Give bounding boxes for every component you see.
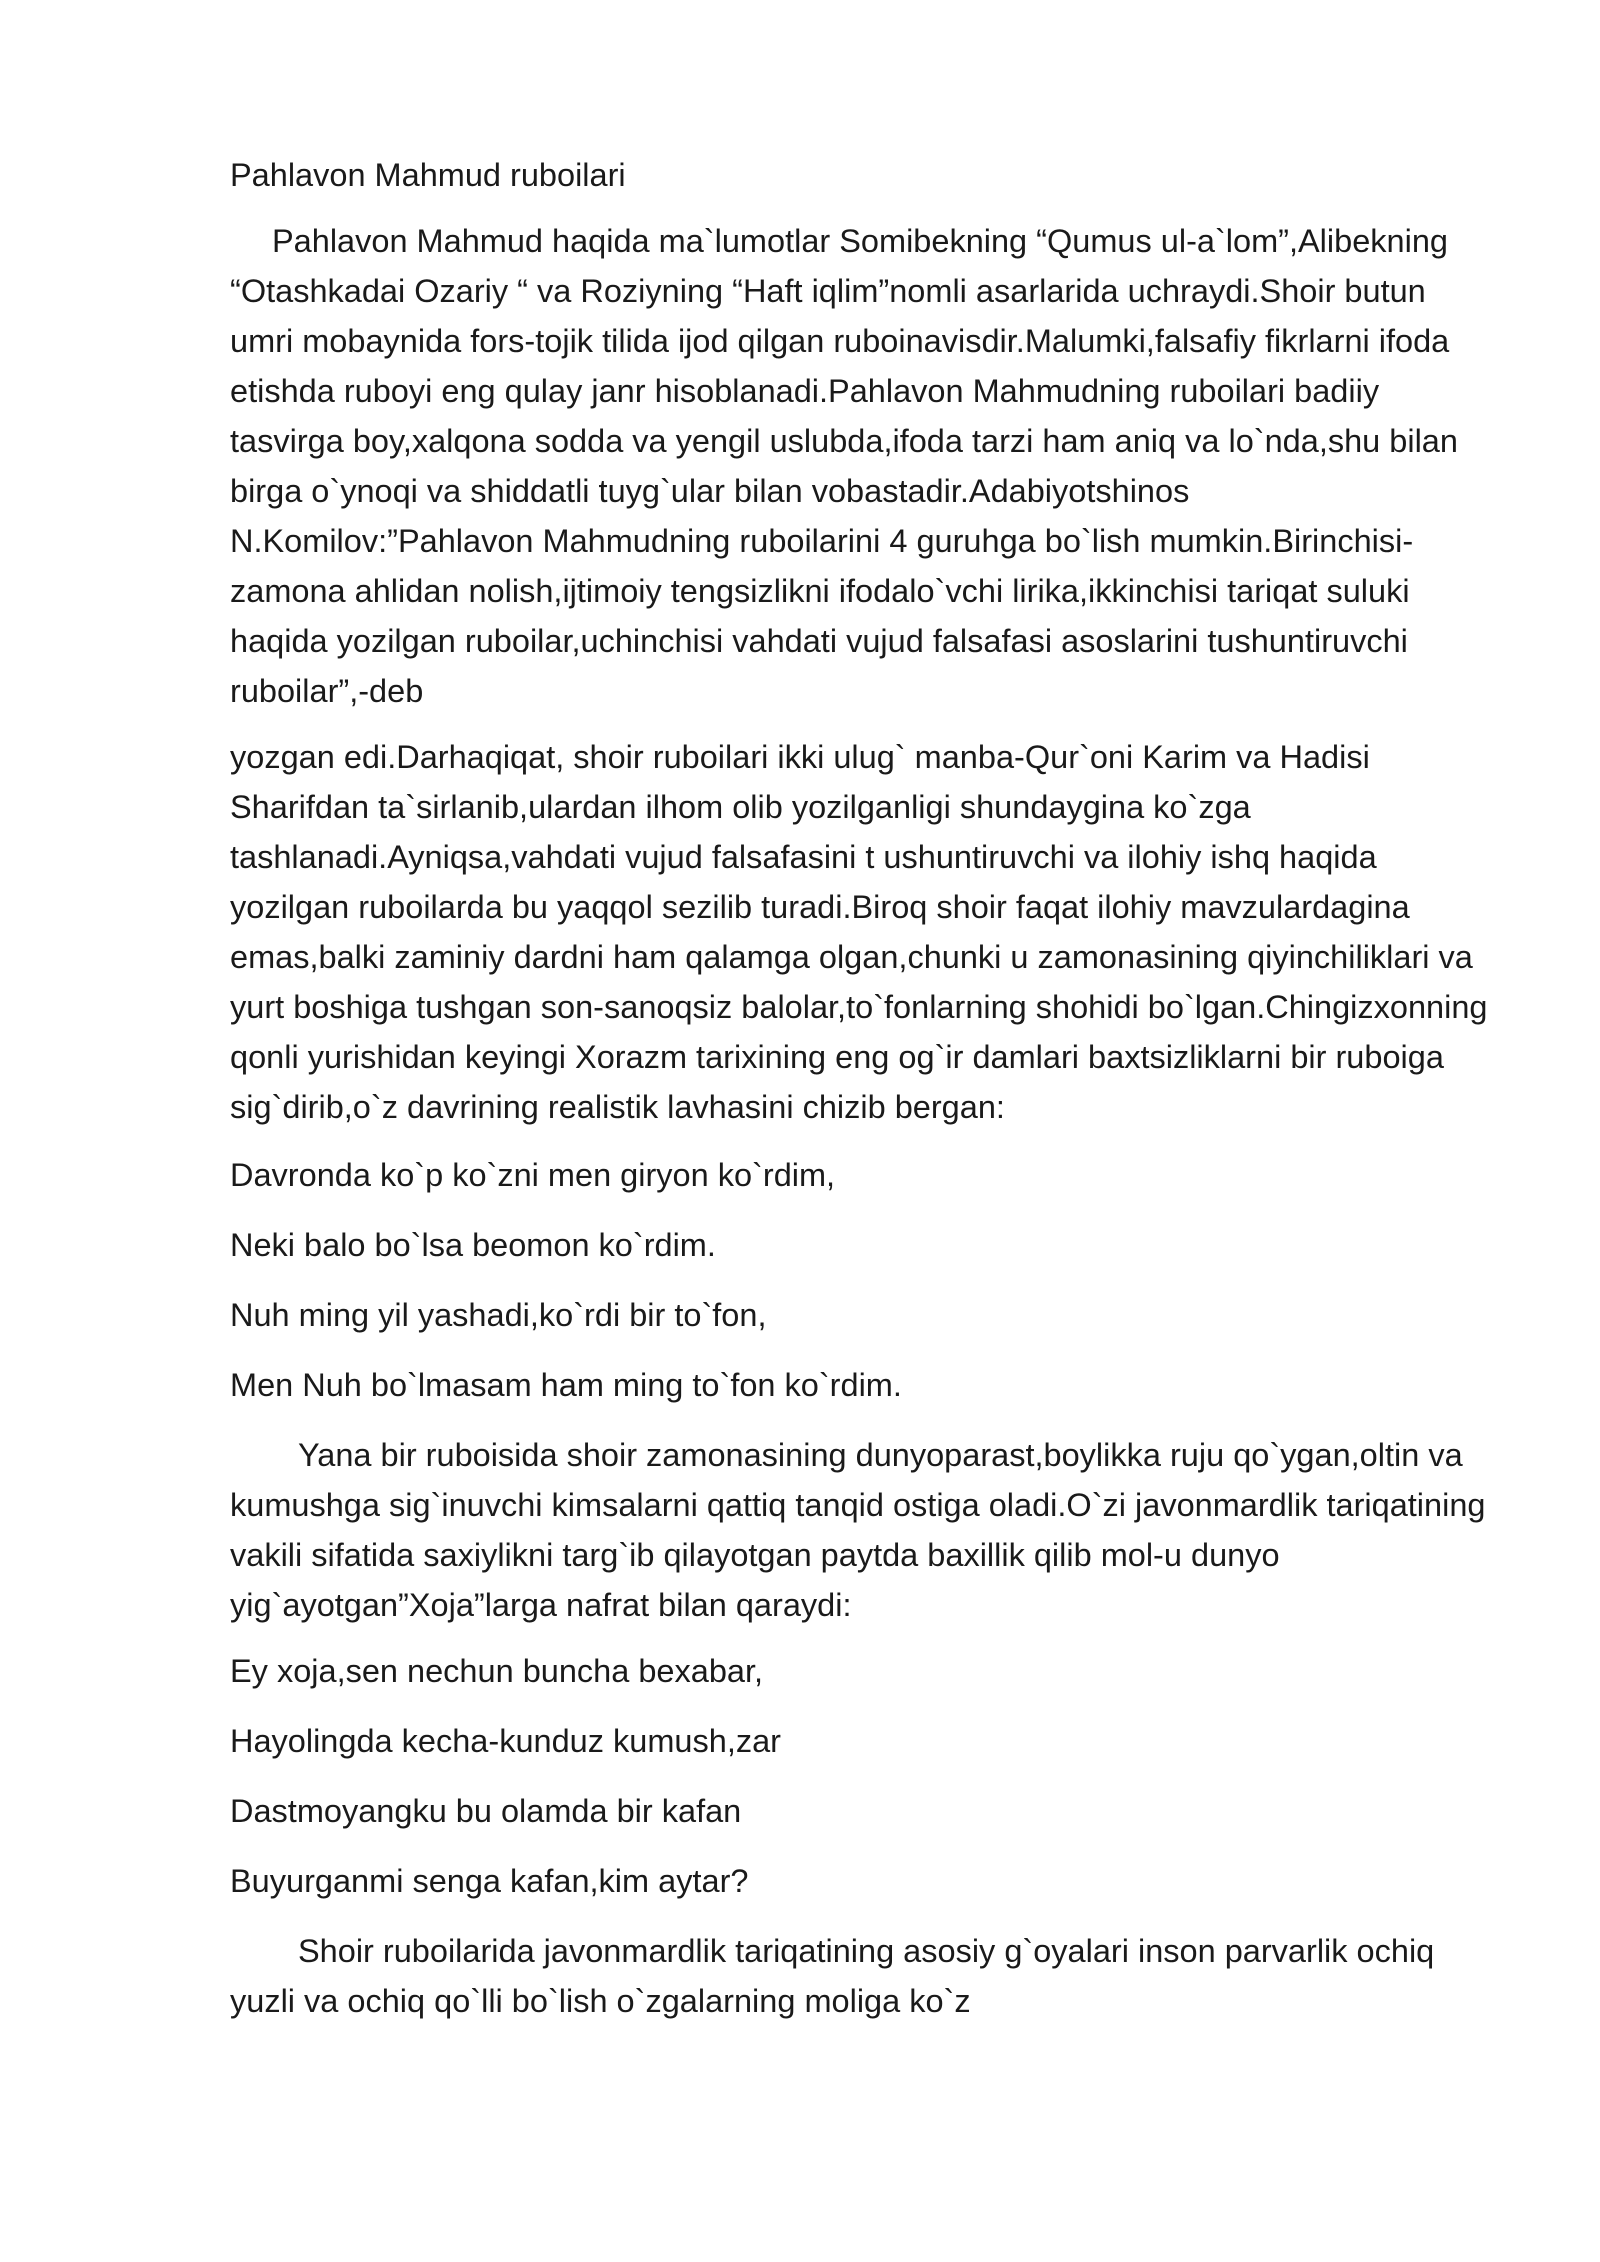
verse-1-line: Men Nuh bo`lmasam ham ming to`fon ko`rdim.: [230, 1367, 902, 1403]
paragraph-3: Yana bir ruboisida shoir zamonasining dunyoparast,boylikka ruju qo`ygan,oltin va kumushga sig`inuvchi kimsalarni qattiq tanqid ostiga oladi.O`zi javonmardlik tariqatining vakili sifatida saxiylikni targ`ib qilayotgan paytda baxillik qilib mol-u dunyo yig`ayotgan”Xoja”larga nafrat bilan qaraydi:: [230, 1437, 1486, 1623]
verse-2: [230, 1646, 1492, 1906]
verse-1-line: Davronda ko`p ko`zni men giryon ko`rdim,: [230, 1157, 836, 1193]
document-body: [230, 150, 1492, 2042]
verse-1: [230, 1150, 1492, 1410]
verse-2-line: Hayolingda kecha-kunduz kumush,zar: [230, 1723, 781, 1759]
verse-1-line: Nuh ming yil yashadi,ko`rdi bir to`fon,: [230, 1297, 767, 1333]
verse-2-line: Ey xoja,sen nechun buncha bexabar,: [230, 1653, 764, 1689]
verse-2-line: Dastmoyangku bu olamda bir kafan: [230, 1793, 742, 1829]
document-title: Pahlavon Mahmud ruboilari: [230, 157, 626, 193]
paragraph-4: Shoir ruboilarida javonmardlik tariqatining asosiy g`oyalari inson parvarlik ochiq yuzli va ochiq qo`lli bo`lish o`zgalarning moliga ko`z: [230, 1933, 1435, 2019]
paragraph-1: Pahlavon Mahmud haqida ma`lumotlar Somibekning “Qumus ul-a`lom”,Alibekning “Otashkadai Ozariy “ va Roziyning “Haft iqlim”nomli asarlarida uchraydi.Shoir butun umri mobaynida fors-tojik tilida ijod qilgan ruboinavisdir.Malumki,falsafiy fikrlarni ifoda etishda ruboyi eng qulay janr hisoblanadi.Pahlavon Mahmudning ruboilari badiiy tasvirga boy,xalqona sodda va yengil uslubda,ifoda tarzi ham aniq va lo`nda,shu bilan birga o`ynoqi va shiddatli tuyg`ular bilan vobastadir.Adabiyotshinos N.Komilov:”Pahlavon Mahmudning ruboilarini 4 guruhga bo`lish mumkin.Birinchisi-zamona ahlidan nolish,ijtimoiy tengsizlikni ifodalo`vchi lirika,ikkinchisi tariqat suluki haqida yozilgan ruboilar,uchinchisi vahdati vujud falsafasi asoslarini tushuntiruvchi ruboilar”,-deb: [230, 223, 1458, 709]
verse-2-line: Buyurganmi senga kafan,kim aytar?: [230, 1863, 749, 1899]
verse-1-line: Neki balo bo`lsa beomon ko`rdim.: [230, 1227, 716, 1263]
paragraph-2: yozgan edi.Darhaqiqat, shoir ruboilari ikki ulug` manba-Qur`oni Karim va Hadisi Sharifdan ta`sirlanib,ulardan ilhom olib yozilganligi shundaygina ko`zga tashlanadi.Ayniqsa,vahdati vujud falsafasini t ushuntiruvchi va ilohiy ishq haqida yozilgan ruboilarda bu yaqqol sezilib turadi.Biroq shoir faqat ilohiy mavzulardagina emas,balki zaminiy dardni ham qalamga olgan,chunki u zamonasining qiyinchiliklari va yurt boshiga tushgan son-sanoqsiz balolar,to`fonlarning shohidi bo`lgan.Chingizxonning qonli yurishidan keyingi Xorazm tarixining eng og`ir damlari baxtsizliklarni bir ruboiga sig`dirib,o`z davrining realistik lavhasini chizib bergan:: [230, 739, 1488, 1125]
